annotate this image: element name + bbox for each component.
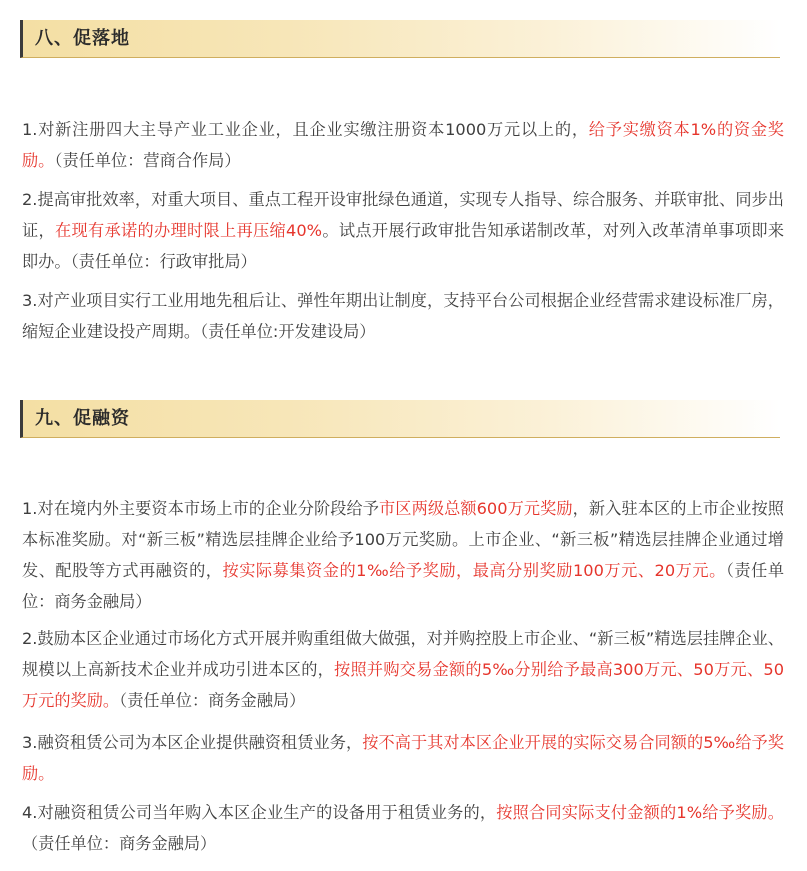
responsible-unit: （责任单位：营商合作局）	[54, 151, 241, 170]
section-title: 八、促落地	[35, 28, 130, 49]
paragraph-text: 3.对产业项目实行工业用地先租后让、弹性年期出让制度，支持平台公司根据企业经营需求建设标准厂房，缩短企业建设投产周期。（责任单位:开发建设局）	[22, 291, 784, 341]
paragraph-9-2	[22, 623, 784, 716]
paragraph-9-4	[22, 797, 784, 859]
responsible-unit: （责任单位：商务金融局）	[22, 561, 785, 611]
paragraph-8-3	[22, 285, 784, 347]
paragraph-text: 4.对融资租赁公司当年购入本区企业生产的设备用于租赁业务的，	[22, 803, 497, 822]
section-title: 九、促融资	[35, 408, 130, 429]
paragraph-text: ，新入驻本区的上市企业按照本标准奖励。对“新三板”精选层挂牌企业给予100万元奖励。上市企业、“新三板”精选层挂牌企业通过增发、配股等方式再融资的，	[22, 499, 784, 580]
paragraph-9-1	[22, 493, 784, 617]
paragraph-text: 1.对在境内外主要资本市场上市的企业分阶段给予	[22, 499, 380, 518]
paragraph-text: 3.融资租赁公司为本区企业提供融资租赁业务，	[22, 733, 363, 752]
section-header-8	[20, 20, 780, 58]
section-header-9	[20, 400, 780, 438]
responsible-unit: （责任单位：商务金融局）	[22, 834, 217, 853]
paragraph-9-3	[22, 727, 784, 789]
responsible-unit: （责任单位：商务金融局）	[119, 691, 306, 710]
highlight-text: 按照并购交易金额的5‰分别给予最高300万元、50万元、50万元的奖励。	[22, 660, 784, 710]
paragraph-text: 1.对新注册四大主导产业工业企业，且企业实缴注册资本1000万元以上的，	[22, 120, 589, 139]
highlight-text: 按实际募集资金的1‰给予奖励，最高分别奖励100万元、20万元。	[222, 561, 726, 580]
highlight-text: 按不高于其对本区企业开展的实际交易合同额的5‰给予奖励。	[22, 733, 784, 783]
paragraph-8-1	[22, 114, 784, 176]
highlight-text: 市区两级总额600万元奖励	[379, 499, 573, 518]
paragraph-text: 2.提高审批效率，对重大项目、重点工程开设审批绿色通道，实现专人指导、综合服务、并联审批、同步出证，	[22, 190, 784, 240]
highlight-text: 在现有承诺的办理时限上再压缩40%	[55, 221, 322, 240]
paragraph-text: 。试点开展行政审批告知承诺制改革，对列入改革清单事项即来即办。（责任单位：行政审批局）	[22, 221, 785, 271]
highlight-text: 给予实缴资本1%的资金奖励。	[22, 120, 784, 170]
paragraph-text: 2.鼓励本区企业通过市场化方式开展并购重组做大做强，对并购控股上市企业、“新三板”精选层挂牌企业、规模以上高新技术企业并成功引进本区的，	[22, 629, 784, 679]
highlight-text: 按照合同实际支付金额的1%给予奖励。	[496, 803, 784, 822]
paragraph-8-2	[22, 184, 784, 277]
